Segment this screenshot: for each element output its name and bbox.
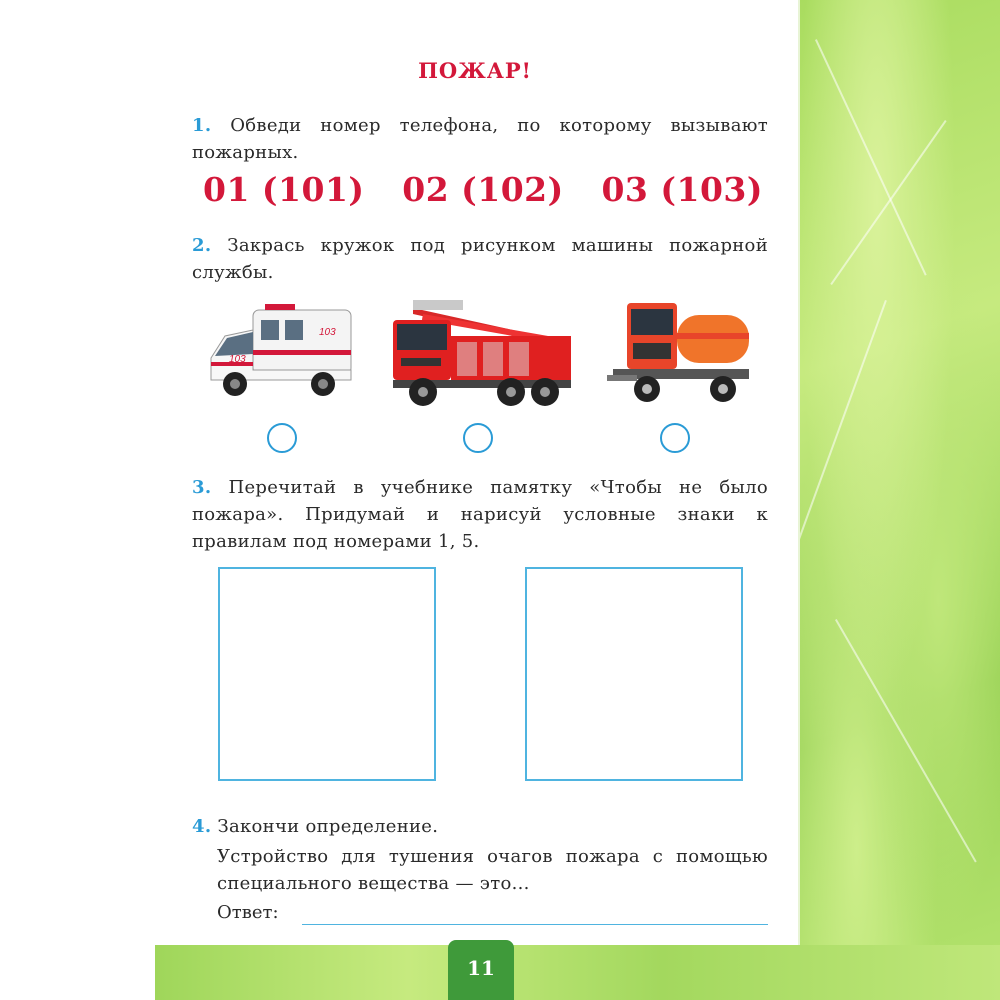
ambulance-number: 103	[319, 327, 336, 338]
drawing-box-rule-1[interactable]	[218, 567, 436, 781]
answer-circle-tanker[interactable]	[660, 423, 690, 453]
task-text: Закончи определение.	[217, 816, 439, 837]
answer-circle-fire-truck[interactable]	[463, 423, 493, 453]
ambulance-number: 103	[229, 354, 246, 365]
task-text: Перечитай в учебнике памятку «Чтобы не было пожара». Придумай и нарисуй условные знаки к правилам под номерами 1, 5.	[192, 477, 768, 552]
task-number: 1.	[192, 115, 212, 136]
ambulance-icon	[205, 300, 355, 405]
page-title: ПОЖАР!	[418, 58, 532, 83]
phone-options	[203, 170, 763, 209]
task-text: Обведи номер телефона, по которому вызывают пожарных.	[192, 115, 768, 163]
phone-option-02[interactable]: 02 (102)	[402, 170, 564, 209]
tanker-truck-icon	[603, 295, 753, 410]
leaf-background-right	[795, 0, 1000, 1000]
answer-circle-ambulance[interactable]	[267, 423, 297, 453]
task-number: 2.	[192, 235, 212, 256]
workbook-page	[155, 0, 798, 945]
task-4	[192, 813, 768, 840]
task-3	[192, 474, 768, 555]
task-number: 3.	[192, 477, 212, 498]
task-number: 4.	[192, 816, 212, 837]
task-2	[192, 232, 768, 286]
task-1	[192, 112, 768, 166]
answer-label: Ответ:	[217, 902, 279, 923]
definition-text: Устройство для тушения очагов пожара с помощью специального вещества — это...	[217, 846, 768, 894]
answer-line[interactable]	[302, 924, 768, 925]
page-number: 11	[467, 956, 495, 980]
leaf-background-bottom	[155, 945, 1000, 1000]
fire-ladder-truck-icon	[383, 288, 578, 413]
task-text: Закрась кружок под рисунком машины пожарной службы.	[192, 235, 768, 283]
drawing-box-rule-5[interactable]	[525, 567, 743, 781]
phone-option-01[interactable]: 01 (101)	[203, 170, 365, 209]
phone-option-03[interactable]: 03 (103)	[601, 170, 763, 209]
